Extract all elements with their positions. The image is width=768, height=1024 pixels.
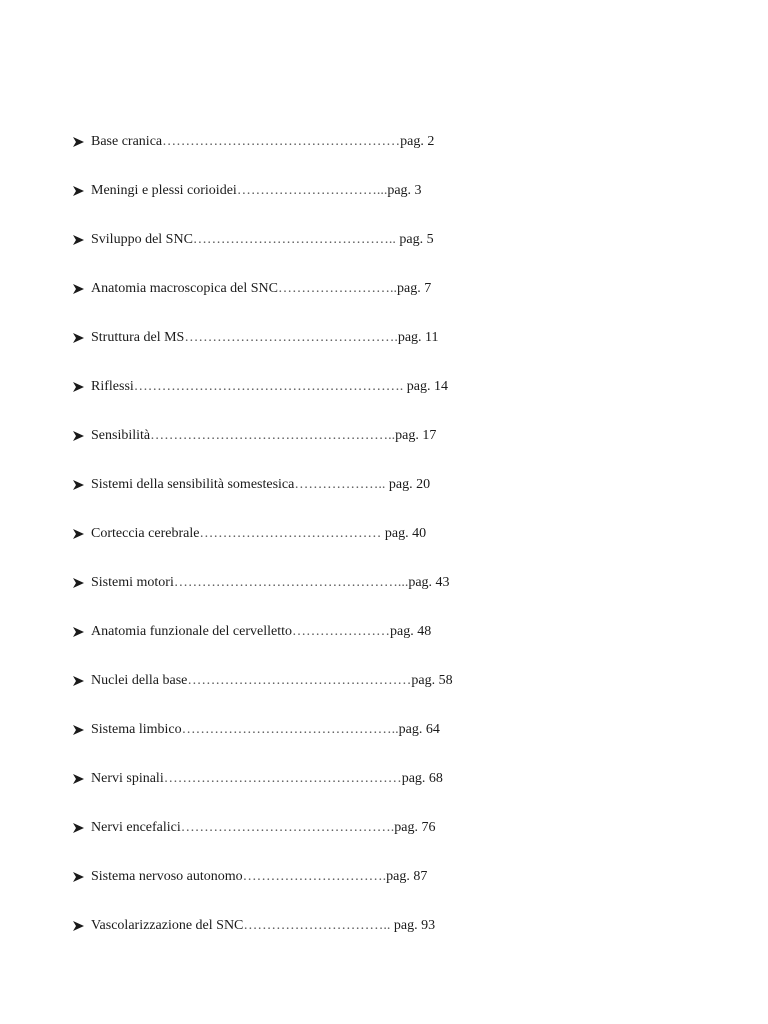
arrow-bullet-icon [73,912,91,940]
toc-entry-page: pag. 58 [411,673,453,688]
toc-entry [73,814,493,863]
toc-entry-text [91,912,435,940]
toc-entry [73,324,493,373]
toc-entry-title: Sistemi della sensibilità somestesica [91,477,295,492]
arrow-bullet-icon [73,324,91,352]
toc-entry-title: Base cranica [91,134,163,149]
arrow-bullet-icon [73,373,91,401]
arrow-bullet-icon [73,471,91,499]
toc-entry [73,569,493,618]
toc-entry [73,912,493,961]
toc-entry-page: pag. 43 [408,575,450,590]
toc-entry-page: pag. 5 [399,232,434,247]
toc-entry [73,422,493,471]
toc-entry-text [91,520,426,548]
toc-entry-page: pag. 17 [395,428,437,443]
arrow-bullet-icon [73,177,91,205]
toc-entry [73,667,493,716]
toc-entry-page: pag. 2 [400,134,435,149]
toc-entry-text [91,324,439,352]
arrow-bullet-icon [73,422,91,450]
arrow-bullet-icon [73,863,91,891]
arrow-bullet-icon [73,618,91,646]
arrow-bullet-icon [73,814,91,842]
toc-entry-title: Anatomia macroscopica del SNC [91,281,279,296]
arrow-bullet-icon [73,275,91,303]
toc-entry-text [91,177,422,205]
toc-entry-text [91,569,450,597]
toc-leader-dots: ………………………………………. [180,820,395,835]
toc-leader-dots: …………………………. [242,869,387,884]
toc-entry-page: pag. 7 [397,281,432,296]
toc-leader-dots: …………………………………………….. [150,428,396,443]
toc-entry-text [91,275,431,303]
toc-entry-title: Sviluppo del SNC [91,232,193,247]
toc-entry-text [91,471,430,499]
arrow-bullet-icon [73,716,91,744]
toc-entry-text [91,373,448,401]
toc-entry [73,618,493,667]
toc-entry-title: Riflessi [91,379,134,394]
toc-entry-page: pag. 14 [406,379,448,394]
toc-leader-dots: …………………………... [236,183,388,198]
arrow-bullet-icon [73,128,91,156]
toc-entry [73,765,493,814]
arrow-bullet-icon [73,520,91,548]
toc-entry-text [91,226,434,254]
toc-entry [73,275,493,324]
arrow-bullet-icon [73,667,91,695]
toc-entry [73,373,493,422]
toc-leader-dots: ………………… [291,624,390,639]
toc-entry-page: pag. 87 [386,869,428,884]
toc-entry-title: Corteccia cerebrale [91,526,200,541]
toc-entry-title: Sensibilità [91,428,151,443]
toc-entry-text [91,716,440,744]
toc-entry-text [91,765,443,793]
toc-leader-dots: …………………………………………… [162,134,401,149]
toc-entry-title: Sistema limbico [91,722,182,737]
toc-entry-page: pag. 68 [401,771,443,786]
toc-leader-dots: …………………………………………... [173,575,409,590]
toc-entry-title: Sistemi motori [91,575,174,590]
toc-leader-dots: ……………….. [294,477,389,492]
toc-entry-title: Meningi e plessi corioidei [91,183,237,198]
toc-leader-dots: ………………………………………… [187,673,412,688]
toc-entry-page: pag. 93 [393,918,436,933]
toc-leader-dots: ………………………….. [243,918,394,933]
toc-entry-text [91,667,453,695]
toc-leader-dots: ……………………………………….. [181,722,399,737]
toc-entry-text [91,863,427,891]
toc-entry-page: pag. 20 [388,477,431,492]
toc-entry-page: pag. 11 [397,330,439,345]
arrow-bullet-icon [73,569,91,597]
toc-entry-title: Sistema nervoso autonomo [91,869,243,884]
toc-entry [73,471,493,520]
toc-entry-title: Nuclei della base [91,673,188,688]
toc-entry [73,177,493,226]
toc-entry [73,128,493,177]
toc-entry-page: pag. 40 [384,526,427,541]
toc-entry-text [91,618,431,646]
table-of-contents [73,128,493,961]
toc-leader-dots: …………………………………………… [163,771,402,786]
toc-entry-text [91,422,436,450]
arrow-bullet-icon [73,765,91,793]
toc-entry-page: pag. 48 [389,624,432,639]
toc-entry [73,226,493,275]
toc-entry [73,520,493,569]
toc-entry-title: Vascolarizzazione del SNC [91,918,244,933]
toc-entry-page: pag. 64 [398,722,440,737]
toc-entry-page: pag. 76 [394,820,436,835]
toc-leader-dots: …………………………………………………. [133,379,407,394]
toc-entry-title: Nervi encefalici [91,820,181,835]
toc-entry-title: Struttura del MS [91,330,185,345]
toc-entry [73,863,493,912]
toc-leader-dots: ………………………………… [199,526,385,541]
toc-entry-title: Nervi spinali [91,771,164,786]
toc-entry-text [91,814,436,842]
toc-entry-text [91,128,434,156]
toc-entry-title: Anatomia funzionale del cervelletto [91,624,292,639]
toc-entry-page: pag. 3 [387,183,422,198]
toc-entry [73,716,493,765]
toc-leader-dots: ………………………………………. [184,330,398,345]
arrow-bullet-icon [73,226,91,254]
toc-leader-dots: …………………….. [278,281,398,296]
toc-leader-dots: …………………………………….. [192,232,400,247]
